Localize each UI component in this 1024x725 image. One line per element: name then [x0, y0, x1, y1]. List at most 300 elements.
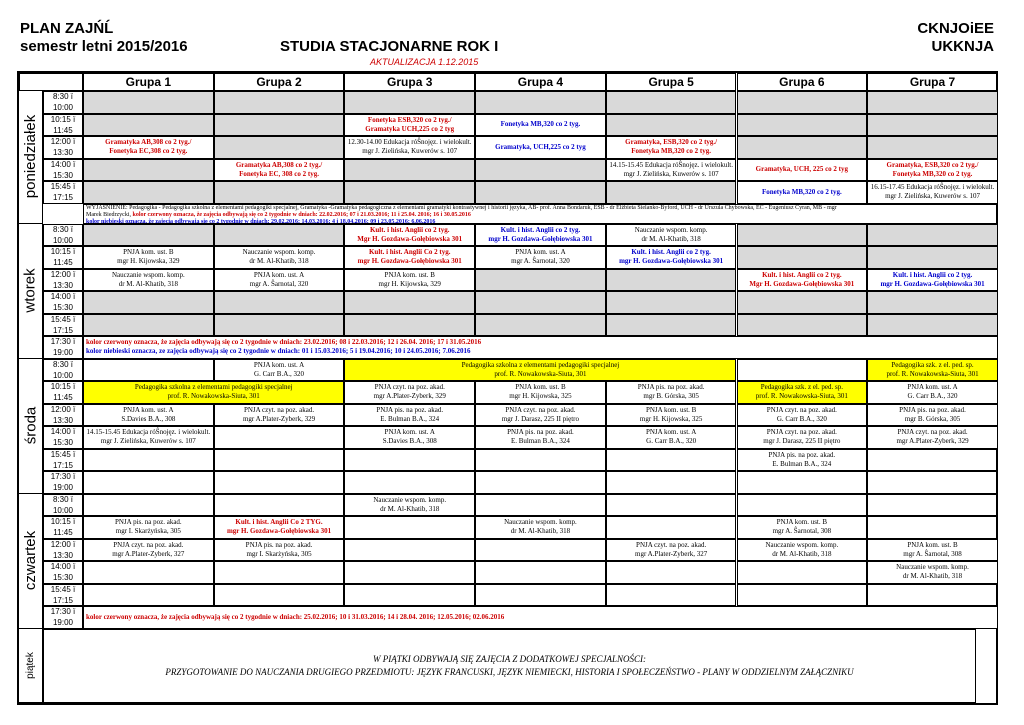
class-line: Kult. i hist. Anglii co 2 tyg.	[892, 270, 973, 279]
class-line: S.Davies B.A., 308	[121, 414, 176, 423]
empty-slot	[214, 494, 345, 517]
empty-slot	[867, 471, 998, 494]
class-line: dr M. Al-Khatib, 318	[772, 549, 832, 558]
time-end: 15:30	[52, 303, 74, 313]
class-line: mgr A.Plater-Zyberk, 329	[373, 392, 446, 401]
empty-slot	[606, 269, 737, 292]
class-line: PNJA pis. na poz. akad.	[245, 540, 313, 549]
time-slot	[43, 381, 83, 404]
class-line: mgr H. Gozdawa-Gołębiowska 301	[619, 257, 724, 266]
class-cell	[867, 359, 998, 382]
group-header: Grupa 7	[867, 73, 998, 91]
class-cell	[344, 494, 475, 517]
class-cell	[737, 404, 868, 427]
class-cell	[737, 516, 868, 539]
empty-slot	[606, 114, 737, 137]
friday-info	[43, 629, 976, 704]
class-line: Kult. i hist. Anglii Co 2 tyg.	[368, 248, 451, 257]
time-end: 13:30	[52, 550, 74, 560]
class-line: dr M. Al-Khatib, 318	[118, 279, 178, 288]
class-line: PNJA czyt. na poz. akad.	[766, 405, 837, 414]
time-slot	[43, 539, 83, 562]
day-name: poniedziałek	[22, 115, 39, 199]
empty-slot	[737, 136, 868, 159]
class-cell	[475, 246, 606, 269]
class-cell	[867, 159, 998, 182]
empty-slot	[867, 314, 998, 337]
class-line: PNJA pis. na poz. akad.	[768, 450, 836, 459]
class-line: PNJA czyt. na poz. akad.	[505, 405, 576, 414]
class-line: Nauczanie wspom. komp.	[634, 225, 708, 234]
time-end: 10:00	[52, 505, 74, 515]
class-cell	[606, 426, 737, 449]
friday-note: W PIĄTKI ODBYWAJĄ SIĘ ZAJĘCIA Z DODATKOWEJ SPECJALNOŚCI:	[372, 653, 647, 664]
empty-slot	[606, 181, 737, 204]
empty-slot	[344, 449, 475, 472]
empty-slot	[344, 516, 475, 539]
class-line: PNJA pis. na poz. akad.	[114, 518, 182, 527]
class-line: Fonetyka EC,308 co 2 tyg.	[109, 147, 188, 156]
class-cell	[214, 404, 345, 427]
class-line: Pedagogika szkolna z elementami pedagogiki specjalnej	[461, 360, 620, 369]
class-line: mgr H. Gozdawa-Gołębiowska 301	[880, 279, 985, 288]
class-line: Fonetyka MB,320 co 2 tyg.	[892, 169, 973, 178]
empty-slot	[214, 314, 345, 337]
empty-slot	[475, 181, 606, 204]
day-label	[19, 224, 43, 359]
class-cell	[344, 269, 475, 292]
class-line: Kult. i hist. Anglii co 2 tyg.	[631, 248, 711, 257]
class-line: Gramatyka, ESB,320 co 2 tyg./	[625, 138, 718, 147]
day-name: środa	[22, 406, 39, 445]
class-line: mgr A.Plater-Zyberk, 327	[635, 549, 708, 558]
empty-slot	[214, 181, 345, 204]
time-start: 14:00 ï	[50, 159, 76, 169]
class-cell	[83, 136, 214, 159]
class-line: 14.15-15.45 Edukacja róŜnojęz. i wielokult.	[86, 428, 211, 437]
time-end: 17:15	[52, 325, 74, 335]
empty-slot	[83, 314, 214, 337]
empty-slot	[344, 584, 475, 607]
empty-slot	[344, 159, 475, 182]
empty-slot	[475, 539, 606, 562]
empty-slot	[737, 314, 868, 337]
empty-slot	[83, 584, 214, 607]
class-line: mgr J. Zielińska, Kuwerów s. 107	[362, 147, 458, 156]
empty-slot	[344, 314, 475, 337]
time-slot	[43, 114, 83, 137]
class-line: Nauczanie wspom. komp.	[373, 495, 447, 504]
class-line: E. Bulman B.A., 324	[772, 459, 832, 468]
time-slot	[43, 494, 83, 517]
empty-slot	[475, 269, 606, 292]
class-line: Pedagogika szk. z el. ped. sp.	[760, 383, 843, 392]
class-cell	[83, 539, 214, 562]
time-slot	[43, 449, 83, 472]
time-end: 11:45	[53, 258, 73, 268]
empty-slot	[867, 516, 998, 539]
class-line: Pedagogika szk. z el. ped. sp.	[891, 360, 974, 369]
class-cell	[606, 136, 737, 159]
blue-dates-note: kolor niebieski oznacza, że zajęcia odbywają się co 2 tygodnie w dniach: 29.02.2016; 14.03.2016; 4 i 18.04.2016; 09 i 23.05.2016; 6.06.2016	[86, 218, 436, 224]
empty-slot	[606, 314, 737, 337]
class-cell	[214, 516, 345, 539]
class-cell	[214, 246, 345, 269]
time-start: 8:30 ï	[52, 224, 73, 234]
time-start: 15:45 ï	[50, 449, 76, 459]
empty-slot	[606, 91, 737, 114]
class-cell	[737, 269, 868, 292]
empty-slot	[475, 449, 606, 472]
class-line: Mgr H. Gozdawa-Gołębiowska 301	[357, 234, 463, 243]
empty-slot	[606, 494, 737, 517]
red-dates-note: kolor czerwony oznacza, że zajęcia odbywają się co 2 tygodnie w dniach: 23.02.2016; 08 i 22.03.2016; 12 i 26.04. 2016; 17 i 31.05.2016	[86, 338, 482, 347]
time-end: 17:15	[52, 460, 74, 470]
institute-code: UKKNJA	[931, 38, 994, 55]
semester-label: semestr letni 2015/2016	[20, 38, 188, 55]
class-line: Gramatyka AB,308 co 2 tyg./	[105, 138, 192, 147]
class-cell	[475, 381, 606, 404]
empty-slot	[737, 359, 868, 382]
class-line: mgr A. Ŝarnotal, 320	[511, 257, 570, 266]
empty-slot	[214, 136, 345, 159]
day-name: czwartek	[22, 530, 39, 591]
time-end: 10:00	[52, 235, 74, 245]
empty-slot	[83, 114, 214, 137]
class-cell	[344, 114, 475, 137]
class-cell	[214, 159, 345, 182]
class-line: PNJA czyt. na poz. akad.	[897, 428, 968, 437]
class-cell	[475, 516, 606, 539]
time-start: 10:15 ï	[50, 382, 76, 392]
time-start: 12:00 ï	[50, 539, 76, 549]
class-cell	[214, 539, 345, 562]
class-line: Fonetyka EC, 308 co 2 tyg.	[239, 169, 319, 178]
class-line: mgr J. Darasz, 225 II piętro	[501, 414, 580, 423]
class-line: Kult. i hist. Anglii co 2 tyg.	[500, 225, 581, 234]
time-start: 14:00 ï	[50, 427, 76, 437]
class-line: Gramatyka, UCH,225 co 2 tyg	[495, 142, 586, 151]
class-line: mgr H. Gozdawa-Gołębiowska 301	[488, 234, 593, 243]
group-header: Grupa 4	[475, 73, 606, 91]
class-cell	[867, 269, 998, 292]
class-line: mgr A. Ŝarnotal, 308	[903, 549, 962, 558]
empty-slot	[475, 291, 606, 314]
empty-slot	[475, 561, 606, 584]
empty-slot	[83, 471, 214, 494]
class-line: Gramatyka, ESB,320 co 2 tyg./	[886, 160, 979, 169]
class-cell	[606, 539, 737, 562]
empty-slot	[83, 449, 214, 472]
class-line: mgr A.Plater-Zyberk, 329	[242, 414, 316, 423]
class-line: mgr A. Ŝarnotal, 320	[249, 279, 309, 288]
class-cell	[737, 181, 868, 204]
class-line: Gramatyka, UCH, 225 co 2 tyg	[755, 165, 849, 174]
day-name: wtorek	[22, 268, 39, 313]
class-line: PNJA pis. na poz. akad.	[376, 405, 444, 414]
empty-slot	[83, 561, 214, 584]
time-start: 15:45 ï	[50, 182, 76, 192]
day-label	[19, 629, 43, 704]
time-slot	[43, 91, 83, 114]
empty-slot	[214, 91, 345, 114]
class-line: 12.30-14.00 Edukacja róŜnojęz. i wielokult.	[347, 138, 472, 147]
time-end: 15:30	[52, 170, 74, 180]
class-cell	[344, 404, 475, 427]
empty-slot	[214, 426, 345, 449]
class-cell	[344, 224, 475, 247]
empty-slot	[214, 224, 345, 247]
class-line: mgr J. Darasz, 225 II piętro	[763, 437, 841, 446]
friday-note: PRZYGOTOWANIE DO NAUCZANIA DRUGIEGO PRZEDMIOTU: JĘZYK FRANCUSKI, JĘZYK NIEMIECKI, HISTORIA I SPOŁECZEŃSTWO - PLANY W ODDZIELNYM ZAŁĄCZNIKU	[165, 666, 854, 677]
tuesday-notes	[83, 336, 998, 359]
red-dates-note: kolor czerwony oznacza, że zajęcia odbywają się co 2 tygodnie w dniach: 25.02.2016; 10 i 31.03.2016; 14 i 28.04. 2016; 12.05.2016; 02.06.2016	[86, 612, 505, 621]
class-line: mgr I. Skarżyńska, 305	[246, 549, 312, 558]
class-cell	[867, 381, 998, 404]
class-line: E. Bulman B.A., 324	[380, 414, 440, 423]
empty-slot	[606, 516, 737, 539]
time-start: 8:30 ï	[52, 92, 73, 102]
time-start: 14:00 ï	[50, 562, 76, 572]
empty-slot	[214, 561, 345, 584]
empty-slot	[475, 494, 606, 517]
empty-slot	[606, 584, 737, 607]
legend-prefix: Marek Biedrzycki,	[86, 211, 133, 218]
time-end: 17:15	[52, 193, 74, 203]
class-line: PNJA czyt. na poz. akad.	[636, 540, 707, 549]
time-end: 17:15	[52, 595, 74, 605]
class-line: dr M. Al-Khatib, 318	[249, 257, 309, 266]
class-cell	[475, 426, 606, 449]
empty-slot	[83, 494, 214, 517]
empty-slot	[475, 91, 606, 114]
empty-slot	[83, 91, 214, 114]
time-slot	[43, 516, 83, 539]
class-line: prof. R. Nowakowska-Siuta, 301	[167, 392, 260, 401]
class-line: Mgr H. Gozdawa-Gołębiowska 301	[749, 279, 855, 288]
class-cell	[606, 159, 737, 182]
group-header-blank	[19, 73, 83, 91]
class-cell	[83, 404, 214, 427]
time-start: 17:30 ï	[50, 472, 76, 482]
class-line: mgr B. Górska, 305	[643, 392, 699, 401]
class-line: dr M. Al-Khatib, 318	[641, 234, 701, 243]
class-cell	[737, 159, 868, 182]
empty-slot	[867, 584, 998, 607]
schedule-table	[17, 71, 998, 705]
class-cell	[867, 404, 998, 427]
class-line: mgr J. Zielińska, Kuwerów s. 107	[100, 437, 196, 446]
class-line: mgr H. Kijowska, 329	[378, 279, 441, 288]
class-line: PNJA pis. na poz. akad.	[507, 428, 574, 437]
time-start: 12:00 ï	[50, 404, 76, 414]
class-cell	[344, 136, 475, 159]
class-cell	[83, 246, 214, 269]
empty-slot	[606, 471, 737, 494]
time-start: 10:15 ï	[50, 114, 76, 124]
class-line: PNJA kom. ust. A	[384, 428, 435, 437]
empty-slot	[737, 91, 868, 114]
class-line: PNJA kom. ust. B	[776, 518, 828, 527]
class-cell	[737, 426, 868, 449]
class-line: mgr A.Plater-Zyberk, 327	[112, 549, 185, 558]
time-slot	[43, 181, 83, 204]
empty-slot	[737, 471, 868, 494]
class-cell	[867, 426, 998, 449]
class-line: PNJA czyt. na poz. akad.	[243, 405, 315, 414]
empty-slot	[606, 449, 737, 472]
group-header: Grupa 6	[737, 73, 868, 91]
class-line: dr M. Al-Khatib, 318	[902, 572, 963, 581]
institution-code: CKNJOiEE	[917, 20, 994, 37]
empty-slot	[83, 159, 214, 182]
empty-slot	[475, 314, 606, 337]
empty-slot	[214, 449, 345, 472]
empty-slot	[737, 494, 868, 517]
class-cell	[83, 516, 214, 539]
class-cell	[344, 381, 475, 404]
empty-slot	[475, 471, 606, 494]
time-slot	[43, 561, 83, 584]
empty-slot	[214, 291, 345, 314]
class-line: mgr H. Gozdawa-Gołębiowska 301	[226, 527, 332, 536]
empty-slot	[344, 471, 475, 494]
empty-slot	[83, 359, 214, 382]
time-slot	[43, 291, 83, 314]
time-slot	[43, 136, 83, 159]
class-cell	[606, 404, 737, 427]
empty-slot	[214, 584, 345, 607]
class-cell	[214, 269, 345, 292]
empty-slot	[83, 291, 214, 314]
time-start: 10:15 ï	[50, 517, 76, 527]
class-line: E. Bulman B.A., 324	[510, 437, 570, 446]
legend-text: WYJAŚNIENIE: Pedagogika - Pedagogika szkolna z elementami pedagogiki specjalnej, Gramatyka -Gramatyka pedagogiczna z elementami gramatyki kontrastywnej i historii języka, AB- prof. Anna Bondaruk, ESB - dr Elżbieta Sielanko-Byford, UCH - dr Urszula Chybowska, EC - Eugeniusz Cyran, MB - mgr	[86, 204, 837, 211]
empty-slot	[737, 224, 868, 247]
class-line: mgr A. Ŝarnotal, 308	[772, 527, 832, 536]
class-line: mgr A.Plater-Zyberk, 329	[896, 437, 969, 446]
class-line: PNJA kom. ust. B	[907, 540, 958, 549]
class-line: Kult. i hist. Anglii co 2 tyg.	[762, 270, 842, 279]
time-slot	[43, 471, 83, 494]
empty-slot	[867, 494, 998, 517]
time-start: 15:45 ï	[50, 314, 76, 324]
class-line: Fonetyka ESB,320 co 2 tyg./	[367, 115, 452, 124]
class-cell	[475, 404, 606, 427]
empty-slot	[867, 449, 998, 472]
class-line: PNJA kom. ust. B	[123, 248, 174, 257]
class-line: Gramatyka AB,308 co 2 tyg./	[235, 160, 323, 169]
class-line: prof. R. Nowakowska-Siuta, 301	[886, 369, 979, 378]
class-line: mgr J. Zielińska, Kuwerów s. 107	[623, 169, 719, 178]
class-line: dr M. Al-Khatib, 318	[510, 527, 571, 536]
class-line: PNJA kom. ust. B	[645, 405, 697, 414]
class-line: mgr H. Gozdawa-Gołębiowska 301	[357, 257, 462, 266]
class-cell	[83, 269, 214, 292]
update-label: AKTUALIZACJA 1.12.2015	[370, 57, 479, 67]
class-cell	[475, 136, 606, 159]
empty-slot	[867, 224, 998, 247]
class-line: mgr H. Kijowska, 325	[509, 392, 572, 401]
class-cell	[344, 246, 475, 269]
time-end: 11:45	[53, 125, 73, 135]
class-line: Fonetyka MB,320 co 2 tyg.	[761, 187, 842, 196]
empty-slot	[867, 291, 998, 314]
time-slot	[43, 404, 83, 427]
class-line: PNJA pis. na poz. akad.	[637, 383, 705, 392]
class-line: PNJA kom. ust. B	[384, 270, 435, 279]
empty-slot	[83, 181, 214, 204]
class-cell	[83, 381, 344, 404]
group-header: Grupa 3	[344, 73, 475, 91]
empty-slot	[737, 246, 868, 269]
empty-slot	[737, 291, 868, 314]
empty-slot	[344, 291, 475, 314]
program-label: STUDIA STACJONARNE ROK I	[280, 38, 499, 55]
class-line: mgr H. Kijowska, 325	[639, 414, 703, 423]
time-slot	[43, 314, 83, 337]
empty-slot	[214, 114, 345, 137]
time-slot	[43, 159, 83, 182]
empty-slot	[867, 91, 998, 114]
time-slot	[43, 426, 83, 449]
time-end: 15:30	[52, 573, 74, 583]
class-line: G. Carr B.A., 320	[254, 369, 305, 378]
class-cell	[83, 426, 214, 449]
time-slot	[43, 359, 83, 382]
empty-slot	[606, 291, 737, 314]
time-end: 13:30	[52, 148, 74, 158]
class-line: Nauczanie wspom. komp.	[765, 540, 839, 549]
class-line: Kult. i hist. Anglii Co 2 TYG.	[235, 518, 323, 527]
class-line: prof. R. Nowakowska-Siuta, 301	[755, 392, 848, 401]
class-cell	[737, 449, 868, 472]
time-end: 15:30	[52, 438, 74, 448]
class-line: PNJA czyt. na poz. akad.	[766, 428, 837, 437]
time-end: 19:00	[52, 618, 74, 628]
class-line: G. Carr B.A., 320	[776, 414, 827, 423]
empty-slot	[737, 114, 868, 137]
class-line: prof. R. Nowakowska-Siuta, 301	[494, 369, 587, 378]
class-line: PNJA kom. ust. A	[253, 270, 305, 279]
class-line: Fonetyka MB,320 co 2 tyg.	[500, 120, 581, 129]
empty-slot	[214, 471, 345, 494]
time-start: 8:30 ï	[52, 494, 73, 504]
class-cell	[737, 381, 868, 404]
class-line: PNJA czyt. na poz. akad.	[113, 540, 184, 549]
class-cell	[867, 181, 998, 204]
class-line: Nauczanie wspom. komp.	[896, 563, 969, 572]
time-start: 8:30 ï	[52, 359, 73, 369]
class-line: PNJA kom. ust. A	[123, 405, 174, 414]
class-cell	[475, 224, 606, 247]
empty-slot	[606, 561, 737, 584]
time-start: 14:00 ï	[50, 292, 76, 302]
empty-slot	[737, 584, 868, 607]
group-header: Grupa 5	[606, 73, 737, 91]
class-line: S.Davies B.A., 308	[382, 437, 437, 446]
class-line: PNJA kom. ust. A	[645, 428, 697, 437]
time-slot	[43, 584, 83, 607]
class-cell	[737, 539, 868, 562]
class-line: Nauczanie wspom. komp.	[504, 518, 577, 527]
class-line: Gramatyka UCH,225 co 2 tyg	[365, 124, 455, 133]
class-line: PNJA kom. ust. A	[253, 360, 305, 369]
group-header: Grupa 1	[83, 73, 214, 91]
page-title: PLAN ZAJŃĹ	[20, 20, 114, 37]
empty-slot	[475, 159, 606, 182]
class-line: Nauczanie wspom. komp.	[242, 248, 316, 257]
